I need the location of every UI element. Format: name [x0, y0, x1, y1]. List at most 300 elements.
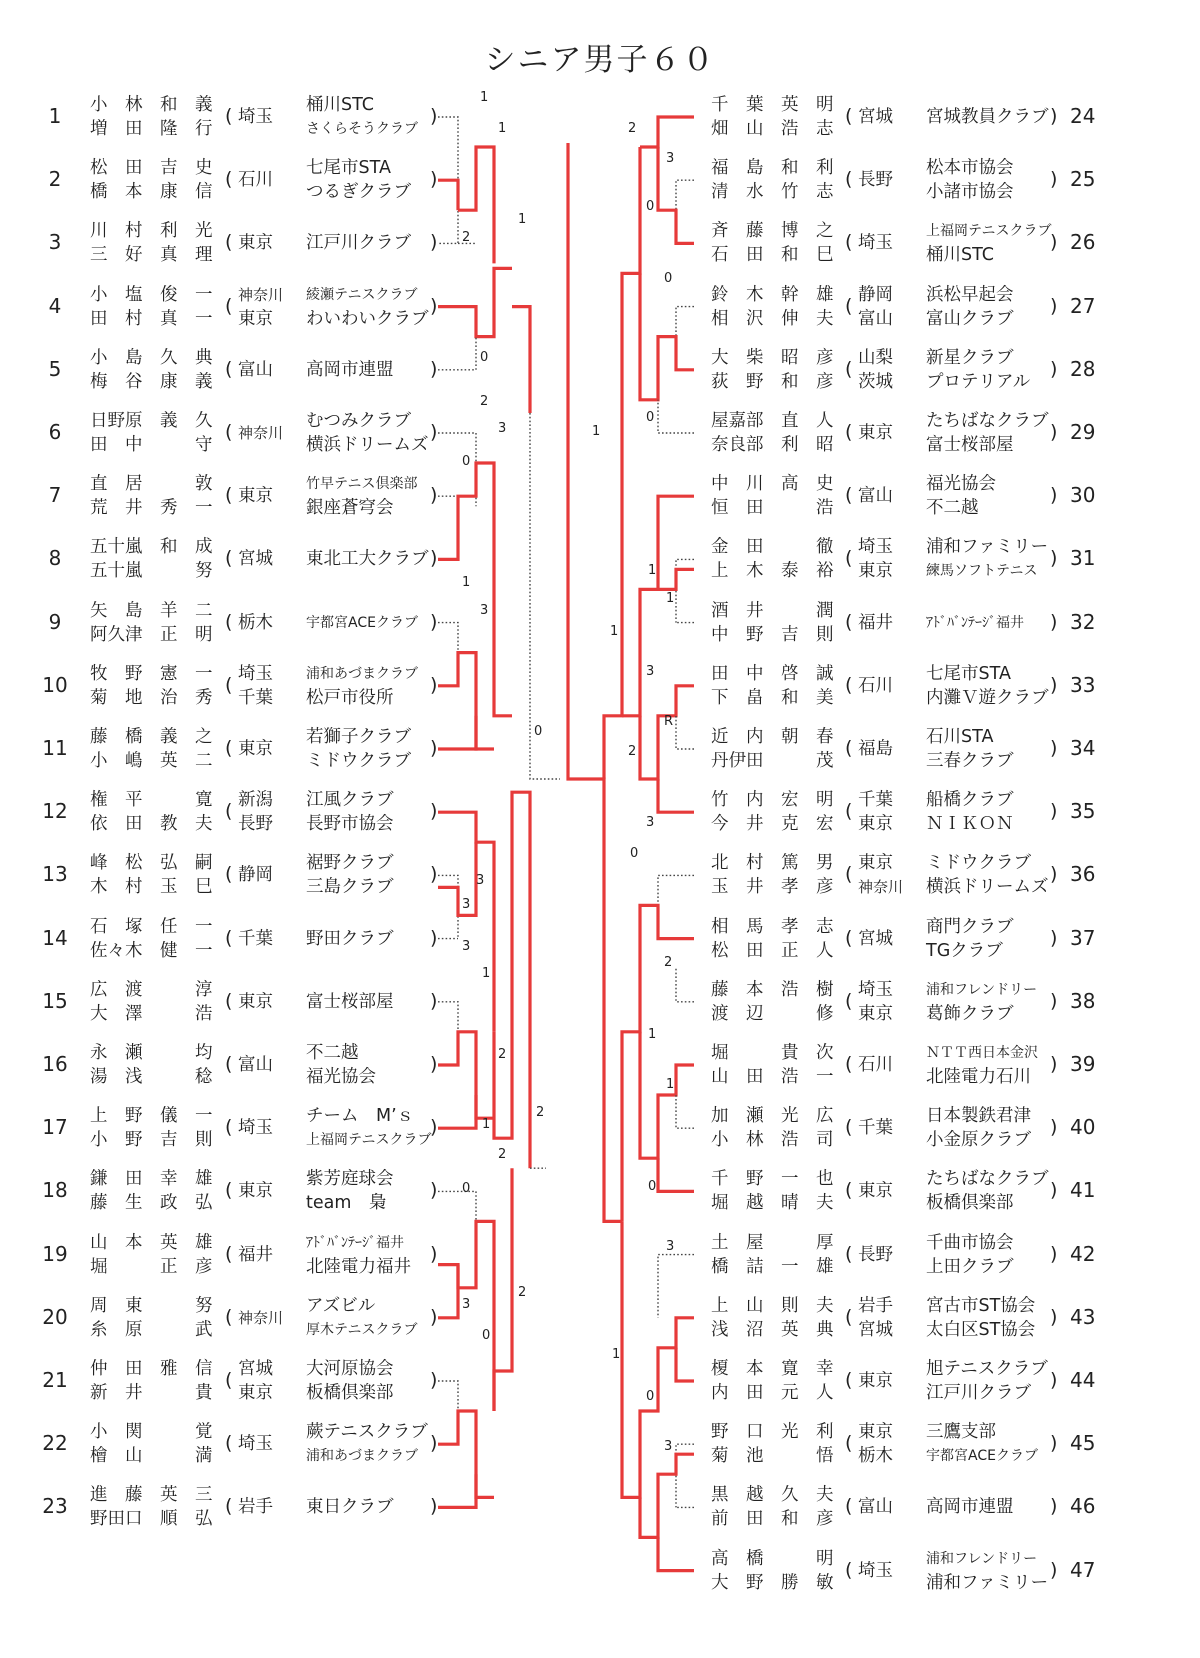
player-name: 内 田 元 人	[711, 1383, 834, 1403]
prefecture: 千葉	[858, 790, 893, 811]
winner-line	[494, 1168, 512, 1411]
player-name: 阿久津 正 明	[90, 624, 213, 645]
paren: )	[430, 1242, 438, 1265]
paren: (	[225, 926, 233, 949]
prefecture: 静岡	[858, 284, 893, 305]
match-score: 1	[666, 1077, 675, 1092]
player-name: 土 屋 厚	[711, 1232, 834, 1253]
prefecture: 岩手	[858, 1295, 893, 1316]
player-name: 小 嶋 英 二	[90, 751, 213, 771]
player-name: 田 中 守	[90, 435, 213, 455]
match-score: 3	[498, 421, 507, 436]
club-name: 浦和ファミリー	[926, 537, 1049, 558]
entry-number: 45	[1070, 1431, 1096, 1456]
entry-number: 35	[1070, 799, 1096, 824]
entry-number: 7	[48, 483, 62, 508]
club-name: 上福岡テニスクラブ	[306, 1132, 432, 1149]
player-name: 堀 越 晴 夫	[711, 1193, 834, 1214]
club-name: 高岡市連盟	[926, 1497, 1014, 1518]
paren: (	[845, 610, 853, 633]
loser-line	[676, 969, 694, 1002]
player-name: 野 口 光 利	[711, 1422, 834, 1443]
paren: (	[845, 1053, 853, 1075]
paren: )	[1050, 673, 1058, 696]
paren: (	[225, 737, 233, 759]
paren: (	[845, 294, 853, 317]
entry-number: 30	[1070, 483, 1096, 508]
player-name: 渡 辺 修	[711, 1003, 834, 1024]
player-name: 堀 貴 次	[711, 1043, 834, 1063]
club-name: ｱﾄﾞﾊﾞﾝﾃｰｼﾞ福井	[306, 1234, 404, 1251]
prefecture: 岩手	[238, 1497, 273, 1518]
prefecture: 東京	[238, 486, 273, 507]
player-name: 山 本 英 雄	[90, 1232, 213, 1253]
player-name: 小 関 覚	[90, 1422, 213, 1443]
player-name: 玉 井 孝 彦	[711, 877, 834, 898]
paren: (	[845, 737, 853, 759]
paren: )	[1050, 294, 1058, 317]
club-name: 三島クラブ	[306, 877, 394, 898]
entry-number: 14	[42, 925, 68, 950]
player-name: 相 沢 伸 夫	[711, 308, 834, 329]
paren: (	[225, 484, 233, 507]
club-name: 紫芳庭球会	[306, 1169, 394, 1190]
match-score: 0	[482, 1328, 491, 1343]
player-name: 恒 田 浩	[711, 498, 834, 519]
match-score: 2	[664, 955, 673, 970]
match-score: 1	[648, 1027, 657, 1042]
winner-line	[658, 1537, 694, 1570]
player-name: 清 水 竹 志	[711, 182, 834, 203]
entry-number: 31	[1070, 546, 1096, 571]
player-name: 榎 本 寛 幸	[711, 1359, 834, 1379]
entry-number: 9	[48, 609, 62, 634]
paren: (	[845, 673, 853, 696]
player-name: 檜 山 満	[90, 1446, 213, 1467]
player-name: 小 島 久 典	[90, 347, 213, 368]
player-name: 金 田 徹	[711, 537, 834, 558]
match-score: 0	[646, 199, 655, 214]
entry-number: 12	[42, 799, 68, 824]
winner-line	[640, 1454, 694, 1537]
club-name: わいわいクラブ	[306, 308, 429, 329]
prefecture: 栃木	[858, 1446, 893, 1467]
club-name: 竹早テニス倶楽部	[306, 476, 418, 493]
player-name: 中 野 吉 則	[711, 624, 834, 645]
player-name: 加 瀬 光 広	[711, 1106, 834, 1127]
prefecture: 千葉	[238, 928, 273, 949]
winner-line	[438, 1265, 458, 1318]
player-name: 千 葉 英 明	[711, 95, 834, 115]
club-name: 江風クラブ	[306, 790, 394, 811]
player-name: 畑 山 浩 志	[711, 119, 834, 139]
winner-line	[438, 1032, 494, 1118]
paren: (	[845, 1242, 853, 1265]
player-name: 松 田 吉 史	[90, 158, 213, 179]
match-score: 1	[498, 121, 507, 136]
club-name: 浦和フレンドリー	[926, 981, 1038, 998]
prefecture: 千葉	[858, 1118, 893, 1139]
player-name: 湯 浅 稔	[90, 1067, 213, 1087]
player-name: 相 馬 孝 志	[711, 916, 834, 937]
entry-number: 33	[1070, 672, 1096, 697]
paren: )	[1050, 926, 1058, 949]
winner-line	[640, 1032, 694, 1158]
prefecture: 神奈川	[858, 878, 904, 897]
loser-line	[438, 1381, 458, 1444]
winner-line	[604, 147, 640, 779]
loser-line	[658, 400, 694, 433]
club-name: プロテリアル	[926, 371, 1031, 392]
prefecture: 富山	[238, 359, 273, 380]
match-score: 1	[612, 1347, 621, 1362]
prefecture: 長野	[858, 170, 893, 191]
match-score: 2	[480, 394, 489, 409]
entry-number: 39	[1070, 1052, 1096, 1076]
club-name: 三鷹支部	[926, 1422, 996, 1443]
club-name: 裾野クラブ	[306, 853, 394, 874]
prefecture: 石川	[238, 170, 273, 191]
winner-line	[438, 180, 458, 210]
player-name: 石 塚 任 一	[90, 916, 213, 937]
player-name: 山 田 浩 一	[711, 1067, 834, 1087]
prefecture: 埼玉	[858, 537, 893, 558]
paren: )	[1050, 231, 1058, 254]
club-name: 小諸市協会	[926, 182, 1014, 203]
prefecture: 福井	[858, 612, 893, 633]
paren: )	[430, 800, 438, 823]
paren: )	[430, 1369, 438, 1391]
match-score: 0	[462, 454, 471, 469]
paren: (	[225, 610, 233, 633]
club-name: チーム M’ｓ	[306, 1106, 415, 1127]
winner-line	[640, 117, 694, 147]
prefecture: 福島	[858, 739, 893, 759]
club-name: 葛飾クラブ	[926, 1003, 1014, 1024]
player-name: 斉 藤 博 之	[711, 221, 834, 242]
paren: (	[845, 1369, 853, 1391]
club-name: ミドウクラブ	[306, 751, 411, 771]
club-name: 綾瀬テニスクラブ	[306, 286, 418, 303]
club-name: 板橋倶楽部	[306, 1383, 394, 1403]
paren: )	[430, 863, 438, 886]
winner-line	[494, 792, 530, 1168]
club-name: 商門クラブ	[926, 916, 1014, 937]
entry-number: 5	[48, 356, 62, 381]
club-name: 船橋クラブ	[926, 790, 1014, 811]
club-name: 宇都宮ACEクラブ	[306, 614, 418, 631]
club-name: 北陸電力石川	[926, 1067, 1031, 1087]
match-score: 3	[462, 1297, 471, 1312]
prefecture: 千葉	[238, 687, 273, 708]
paren: )	[1050, 610, 1058, 633]
paren: (	[845, 1116, 853, 1139]
match-score: 2	[462, 230, 471, 245]
club-name: 小金原クラブ	[926, 1130, 1031, 1151]
prefecture: 埼玉	[238, 1434, 273, 1455]
entry-number: 27	[1070, 293, 1096, 318]
prefecture: 神奈川	[238, 1308, 284, 1327]
paren: )	[1050, 989, 1058, 1012]
paren: (	[225, 294, 233, 317]
entry-number: 19	[42, 1241, 68, 1266]
match-score: 2	[536, 1105, 545, 1120]
paren: (	[225, 231, 233, 254]
player-name: 新 井 貴	[90, 1383, 213, 1403]
club-name: team 梟	[306, 1193, 387, 1214]
prefecture: 東京	[238, 739, 273, 759]
winner-line	[658, 779, 694, 812]
paren: )	[430, 610, 438, 633]
prefecture: 神奈川	[238, 424, 284, 442]
player-name: 三 好 真 理	[90, 245, 213, 266]
winner-line	[438, 1095, 476, 1128]
match-score: 1	[666, 591, 675, 606]
player-name: 菊 地 治 秀	[90, 687, 213, 708]
player-name: 堀 正 彦	[90, 1256, 213, 1277]
paren: (	[225, 1305, 233, 1328]
prefecture: 埼玉	[858, 1560, 893, 1581]
winner-line	[658, 569, 694, 589]
paren: )	[430, 357, 438, 380]
player-name: 荒 井 秀 一	[90, 498, 213, 519]
match-score: 1	[610, 624, 619, 639]
paren: )	[1050, 484, 1058, 507]
club-name: 板橋倶楽部	[926, 1193, 1014, 1214]
player-name: 小 林 浩 司	[711, 1130, 834, 1151]
player-name: 小 林 和 義	[90, 95, 213, 115]
winner-line	[438, 1411, 494, 1497]
winner-line	[438, 1474, 476, 1507]
prefecture: 富山	[858, 486, 893, 507]
match-score: 3	[666, 1239, 675, 1254]
player-name: 梅 谷 康 義	[90, 371, 213, 392]
player-name: 前 田 和 彦	[711, 1509, 834, 1530]
paren: )	[430, 484, 438, 507]
player-name: 奈良部 利 昭	[711, 435, 834, 455]
club-name: ＮＴＴ西日本金沢	[926, 1045, 1038, 1061]
paren: )	[1050, 737, 1058, 759]
player-name: 屋嘉部 直 人	[711, 411, 834, 431]
club-name: 福光協会	[926, 474, 996, 495]
winner-line	[622, 496, 694, 716]
club-name: 富山クラブ	[926, 308, 1014, 329]
player-name: 千 野 一 也	[711, 1169, 834, 1190]
player-name: 田 中 啓 誠	[711, 663, 834, 684]
club-name: 練馬ソフトテニス	[926, 563, 1038, 580]
player-name: 五十嵐 努	[90, 561, 213, 582]
club-name: つるぎクラブ	[306, 182, 411, 203]
prefecture: 石川	[858, 675, 893, 696]
loser-line	[676, 180, 694, 233]
match-score: 3	[462, 897, 471, 912]
paren: (	[225, 800, 233, 823]
loser-line	[658, 875, 694, 938]
player-name: 橋 本 康 信	[90, 182, 213, 203]
prefecture: 東京	[858, 561, 893, 582]
paren: (	[225, 1369, 233, 1391]
prefecture: 宮城	[238, 1359, 273, 1379]
entry-number: 23	[42, 1494, 68, 1519]
prefecture: 富山	[858, 308, 893, 329]
club-name: 浜松早起会	[926, 284, 1014, 305]
page-title: シニア男子６０	[484, 42, 716, 78]
club-name: 浦和ファミリー	[926, 1572, 1049, 1593]
player-name: 丹伊田 茂	[711, 751, 834, 771]
paren: )	[1050, 800, 1058, 823]
match-score: 3	[462, 939, 471, 954]
loser-line	[658, 1255, 694, 1318]
club-name: 日本製鉄君津	[926, 1106, 1031, 1127]
player-name: 牧 野 憲 一	[90, 663, 213, 684]
entry-number: 8	[48, 546, 62, 571]
paren: (	[225, 1053, 233, 1075]
club-name: たちばなクラブ	[926, 411, 1049, 431]
paren: )	[1050, 168, 1058, 191]
player-name: 荻 野 和 彦	[711, 371, 834, 392]
match-score: 0	[646, 1389, 655, 1404]
paren: )	[1050, 1116, 1058, 1139]
player-name: 酒 井 潤	[711, 600, 834, 621]
club-name: 北陸電力福井	[306, 1256, 411, 1277]
entry-number: 43	[1070, 1304, 1096, 1329]
loser-line	[438, 1191, 476, 1254]
prefecture: 富山	[238, 1055, 273, 1075]
player-name: 北 村 篤 男	[711, 853, 834, 874]
club-name: 江戸川クラブ	[306, 233, 411, 254]
prefecture: 東京	[858, 1422, 893, 1443]
player-name: 永 瀬 均	[90, 1043, 213, 1063]
club-name: 宮古市ST協会	[926, 1295, 1036, 1316]
paren: )	[1050, 1305, 1058, 1328]
player-name: 糸 原 武	[90, 1319, 213, 1340]
paren: (	[225, 421, 233, 443]
prefecture: 埼玉	[238, 1118, 273, 1139]
winner-line	[658, 147, 694, 243]
paren: (	[845, 168, 853, 191]
club-name: 高岡市連盟	[306, 359, 394, 380]
player-name: 鎌 田 幸 雄	[90, 1169, 213, 1190]
club-name: ｱﾄﾞﾊﾞﾝﾃｰｼﾞ福井	[926, 614, 1024, 631]
entry-number: 16	[42, 1052, 68, 1076]
prefecture: 宮城	[858, 107, 893, 127]
winner-line	[438, 268, 512, 336]
match-score: 2	[628, 121, 637, 136]
player-name: 川 村 利 光	[90, 221, 213, 242]
prefecture: 長野	[238, 814, 273, 835]
club-name: 福光協会	[306, 1067, 376, 1087]
paren: )	[430, 1053, 438, 1075]
prefecture: 東京	[238, 308, 273, 329]
club-name: 横浜ドリームズ	[926, 877, 1049, 898]
match-score: 2	[498, 1047, 507, 1062]
loser-line	[438, 875, 458, 938]
match-score: 3	[664, 1439, 673, 1454]
paren: (	[845, 1179, 853, 1202]
paren: (	[845, 989, 853, 1012]
loser-line	[676, 1095, 694, 1128]
player-name: 福 島 和 利	[711, 158, 834, 179]
player-name: 今 井 克 宏	[711, 814, 834, 835]
paren: )	[430, 105, 438, 127]
player-name: 大 柴 昭 彦	[711, 347, 834, 368]
club-name: 松戸市役所	[306, 687, 394, 708]
entry-number: 3	[48, 230, 62, 255]
paren: )	[1050, 1242, 1058, 1265]
match-score: R	[664, 714, 674, 729]
entry-number: 25	[1070, 167, 1096, 192]
player-name: 鈴 木 幹 雄	[711, 284, 834, 305]
match-score: 2	[518, 1285, 527, 1300]
match-score: 0	[648, 1179, 657, 1194]
player-name: 藤 本 浩 樹	[711, 979, 834, 1000]
entry-number: 29	[1070, 420, 1096, 444]
match-score: 1	[480, 90, 489, 105]
club-name: むつみクラブ	[306, 411, 411, 431]
winner-line	[438, 716, 476, 749]
prefecture: 東京	[238, 991, 273, 1012]
club-name: 不二越	[306, 1043, 359, 1063]
entry-number: 47	[1070, 1557, 1096, 1582]
prefecture: 東京	[238, 233, 273, 254]
paren: (	[225, 1179, 233, 1202]
paren: )	[430, 737, 438, 759]
paren: (	[225, 1495, 233, 1518]
club-name: アズビル	[306, 1295, 376, 1316]
player-name: 浅 沼 英 典	[711, 1319, 834, 1340]
paren: (	[845, 484, 853, 507]
match-score: 3	[646, 815, 655, 830]
player-name: 中 川 高 史	[711, 474, 834, 495]
paren: (	[845, 547, 853, 570]
winner-line	[458, 147, 494, 263]
prefecture: 新潟	[238, 790, 273, 811]
paren: (	[845, 231, 853, 254]
match-score: 1	[462, 575, 471, 590]
paren: (	[845, 1305, 853, 1328]
player-name: 大 野 勝 敏	[711, 1572, 834, 1593]
prefecture: 神奈川	[238, 285, 284, 304]
winner-line	[438, 842, 476, 915]
match-score: 0	[664, 271, 673, 286]
player-name: 田 村 真 一	[90, 308, 213, 329]
prefecture: 栃木	[238, 612, 273, 633]
winner-line	[438, 653, 494, 749]
match-score: 1	[482, 966, 491, 981]
player-name: 直 居 敦	[90, 474, 213, 495]
winner-line	[640, 686, 694, 779]
prefecture: 東京	[858, 853, 893, 874]
club-name: 富士桜部屋	[306, 991, 394, 1012]
club-name: ＮＩＫＯＮ	[926, 814, 1014, 835]
player-name: 菊 池 悟	[711, 1446, 834, 1467]
paren: (	[845, 863, 853, 886]
club-name: 浦和あづまクラブ	[306, 665, 418, 682]
player-name: 権 平 寛	[90, 790, 213, 811]
paren: (	[845, 800, 853, 823]
player-name: 松 田 正 人	[711, 940, 834, 961]
club-name: 桶川STC	[306, 95, 374, 115]
player-name: 藤 橋 義 之	[90, 727, 213, 747]
paren: (	[845, 1558, 853, 1581]
match-score: 0	[480, 350, 489, 365]
entry-number: 10	[42, 672, 68, 697]
entry-number: 15	[42, 988, 68, 1013]
loser-line	[676, 307, 694, 370]
club-name: 太白区ST協会	[926, 1319, 1036, 1340]
prefecture: 東京	[238, 1181, 273, 1202]
paren: (	[225, 1116, 233, 1139]
